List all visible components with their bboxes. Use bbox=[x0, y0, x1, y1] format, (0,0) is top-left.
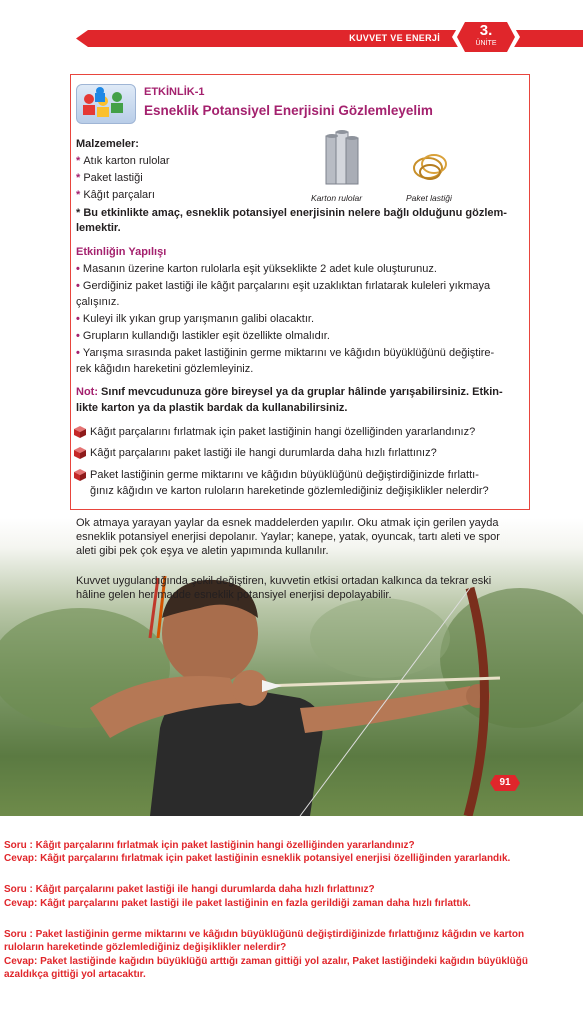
procedure-step-cont: rek kâğıdın hareketini gözlemleyiniz. bbox=[76, 363, 254, 375]
procedure-step: • Masanın üzerine karton rulolarla eşit yükseklikte 2 adet kule oluşturunuz. bbox=[76, 263, 437, 275]
procedure-step: • Kuleyi ilk yıkan grup yarışmanın galibi olacaktır. bbox=[76, 313, 315, 325]
body-paragraph: Ok atmaya yarayan yaylar da esnek maddelerden yapılır. Oku atmak için gerilen yayda esneklik potansiyel enerjisi depolanır. Yaylar; kanepe, yatak, oyuncak, tartı aleti ve spor aleti gibi pek çok eşya ve aletin yapımında kullanılır. bbox=[76, 517, 500, 557]
aim-text-cont: lemektir. bbox=[76, 222, 121, 234]
unit-number: 3. bbox=[479, 22, 493, 39]
body-paragraph: Kuvvet uygulandığında şekil değiştiren, kuvvetin etkisi ortadan kalkınca da tekrar eski hâline gelen her madde esneklik potansiyel enerjisi depolayabilir. bbox=[76, 575, 492, 601]
answer-question-cont: ruloların hareketinde gözlemlediğiniz değişiklikler nelerdir? bbox=[4, 942, 287, 953]
page-number: 91 bbox=[499, 777, 511, 788]
aim-text: * Bu etkinlikte amaç, esneklik potansiyel enerjisinin nelere bağlı olduğunu gözlem- bbox=[76, 207, 507, 219]
procedure-heading: Etkinliğin Yapılışı bbox=[76, 246, 167, 258]
answer-question: Soru : Kâğıt parçalarını paket lastiği ile hangi durumlarda daha hızlı fırlattınız? bbox=[4, 884, 375, 895]
answer-text: Cevap: Kâğıt parçalarını paket lastiği ile paket lastiğinin en fazla gerildiği zaman daha hızlı fırlattık. bbox=[4, 898, 471, 909]
procedure-step: • Grupların kullandığı lastikler eşit özellikte olmalıdır. bbox=[76, 330, 330, 342]
note-text-cont: likte karton ya da plastik bardak da kullanabilirsiniz. bbox=[76, 402, 348, 414]
question-cube-icon bbox=[74, 447, 86, 459]
materials-heading: Malzemeler: bbox=[76, 138, 139, 150]
caption-rubber-bands: Paket lastiği bbox=[406, 193, 452, 203]
unit-label: ÜNİTE bbox=[475, 40, 497, 47]
question-text: Paket lastiğinin germe miktarını ve kâğıdın büyüklüğünü değiştirdiğinizde fırlattı- bbox=[90, 469, 479, 481]
cardboard-rolls-image bbox=[322, 128, 362, 188]
rubber-bands-image bbox=[408, 144, 452, 188]
question-cube-icon bbox=[74, 469, 86, 481]
answer-text: Cevap: Kâğıt parçalarını fırlatmak için paket lastiğinin esneklik potansiyel enerjisi özelliğinden yararlandık. bbox=[4, 853, 511, 864]
answer-question: Soru : Paket lastiğinin germe miktarını ve kâğıdın büyüklüğünü değiştirdiğinizde fırlattığınız kâğıdın ve karton bbox=[4, 929, 525, 940]
answer-text-cont: azaldıkça gittiği yol artacaktır. bbox=[4, 969, 146, 980]
activity-label: ETKİNLİK-1 bbox=[144, 86, 205, 98]
question-cube-icon bbox=[74, 426, 86, 438]
question-text: Kâğıt parçalarını paket lastiği ile hangi durumlarda daha hızlı fırlattınız? bbox=[90, 447, 437, 459]
answer-question: Soru : Kâğıt parçalarını fırlatmak için paket lastiğinin hangi özelliğinden yararlandınız? bbox=[4, 840, 415, 851]
material-item: * Atık karton rulolar bbox=[76, 155, 170, 167]
archer-photo bbox=[0, 518, 583, 816]
caption-cardboard-rolls: Karton rulolar bbox=[311, 193, 363, 203]
material-item: * Kâğıt parçaları bbox=[76, 189, 155, 201]
procedure-step: • Yarışma sırasında paket lastiğinin germe miktarını ve kâğıdın büyüklüğünü değiştire- bbox=[76, 347, 495, 359]
procedure-step-cont: çalışınız. bbox=[76, 296, 120, 308]
header-title: KUVVET VE ENERJİ bbox=[349, 33, 440, 43]
puzzle-people-logo-icon bbox=[76, 84, 136, 124]
question-text: Kâğıt parçalarını fırlatmak için paket lastiğinin hangi özelliğinden yararlandınız? bbox=[90, 426, 476, 438]
procedure-step: • Gerdiğiniz paket lastiği ile kâğıt parçalarını eşit uzaklıktan fırlatarak kuleleri yıkmaya bbox=[76, 280, 491, 292]
material-item: * Paket lastiği bbox=[76, 172, 143, 184]
activity-title: Esneklik Potansiyel Enerjisini Gözlemleyelim bbox=[144, 103, 433, 118]
note-text: Not: Sınıf mevcudunuza göre bireysel ya da gruplar hâlinde yarışabilirsiniz. Etkin- bbox=[76, 386, 503, 398]
answer-text: Cevap: Paket lastiğinde kağıdın büyüklüğü arttığı zaman gittiği yol azalır, Paket lastiğindeki kağıdın büyüklüğü bbox=[4, 956, 528, 967]
question-text-cont: ğınız kâğıdın ve karton ruloların hareketinde gözlemlediğiniz değişiklikler nelerdir? bbox=[90, 485, 489, 497]
